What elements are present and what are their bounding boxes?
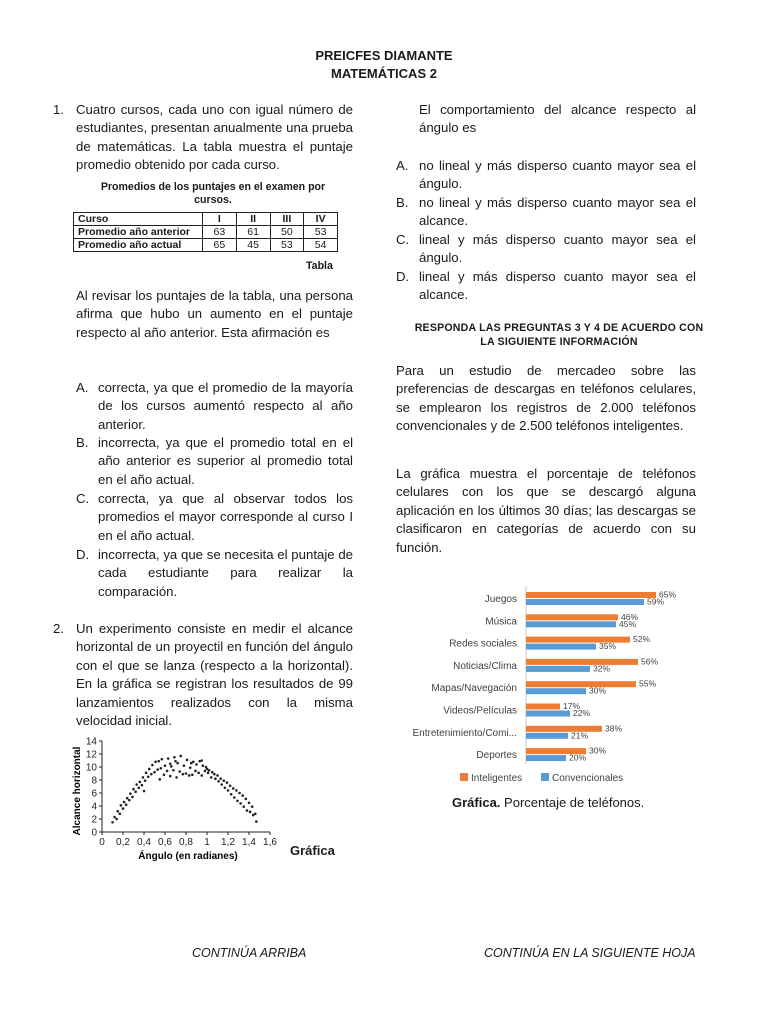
scatter-point	[190, 762, 193, 765]
scatter-points	[111, 755, 257, 824]
bar-inteligentes	[526, 592, 656, 598]
scatter-y-label: Alcance horizontal	[72, 746, 83, 836]
table-header-cell: I	[203, 213, 237, 226]
scatter-point	[169, 762, 172, 765]
bar-value-label: 32%	[593, 663, 611, 674]
scatter-point	[120, 804, 123, 807]
bar-value-label: 20%	[569, 752, 587, 763]
scatter-point	[242, 805, 245, 808]
x-tick-label: 1,4	[242, 837, 256, 848]
scatter-point	[164, 764, 167, 767]
table-header-cell: Curso	[74, 213, 203, 226]
scatter-point	[122, 807, 125, 810]
footer-right: CONTINÚA EN LA SIGUIENTE HOJA	[484, 946, 696, 960]
option-letter: D.	[76, 547, 90, 562]
option-text: correcta, ya que el promedio de la mayoría de los cursos aumentó respecto al año anterior.	[98, 380, 353, 432]
scatter-point	[235, 789, 238, 792]
scatter-point	[142, 776, 145, 779]
scatter-chart	[66, 735, 296, 865]
scatter-point	[229, 785, 232, 788]
scatter-point	[173, 756, 176, 759]
category-label: Juegos	[484, 594, 517, 605]
scatter-point	[241, 794, 244, 797]
scatter-point	[131, 796, 134, 799]
scatter-point	[134, 790, 137, 793]
scatter-point	[216, 774, 219, 777]
bar-categories	[413, 594, 518, 761]
option-letter: B.	[76, 435, 89, 450]
scatter-point	[132, 788, 135, 791]
bar-inteligentes	[526, 704, 560, 710]
bar-chart	[398, 584, 698, 789]
bar-convencionales	[526, 644, 596, 650]
scatter-point	[254, 813, 257, 816]
bar-value-label: 17%	[563, 701, 581, 711]
scatter-point	[223, 779, 226, 782]
bar-value-label: 65%	[659, 589, 677, 600]
bar-value-label: 30%	[589, 685, 607, 696]
category-label: Noticias/Clima	[453, 660, 517, 672]
scatter-point	[186, 759, 189, 762]
q2-option-a[interactable]	[396, 157, 696, 195]
table-cell: 50	[270, 226, 304, 239]
bar-inteligentes	[526, 614, 618, 620]
x-tick-label: 0,4	[137, 837, 151, 848]
option-text: correcta, ya que al observar todos los promedios el mayor corresponde al curso I en el año actual.	[98, 491, 353, 543]
q34-paragraph-1: Para un estudio de mercadeo sobre las preferencias de descargas en teléfonos celulares, se emplearon los registros de 2.000 teléfonos convencionales y de 2.500 teléfonos inteligentes.	[396, 363, 696, 434]
scatter-point	[238, 792, 241, 795]
category-label: Música	[485, 616, 517, 628]
y-tick-label: 8	[91, 775, 97, 787]
scatter-point	[211, 771, 214, 774]
option-letter: D.	[396, 269, 410, 284]
table-cell: 45	[236, 239, 270, 252]
scatter-point	[194, 770, 197, 773]
x-tick-label: 0	[99, 837, 105, 848]
category-label: Redes sociales	[449, 638, 517, 650]
q1-number: 1.	[53, 102, 64, 117]
scatter-point	[150, 773, 153, 776]
scatter-point	[137, 787, 140, 790]
scatter-point	[251, 805, 254, 808]
legend-swatch-inteligentes	[460, 773, 468, 781]
scatter-point	[147, 775, 150, 778]
scatter-point	[197, 772, 200, 775]
scatter-point	[236, 800, 239, 803]
option-text: no lineal y más disperso cuanto mayor sea el alcance.	[419, 195, 696, 229]
bar-value-label: 56%	[641, 656, 659, 667]
option-letter: B.	[396, 195, 409, 210]
scatter-point	[195, 763, 198, 766]
q34-instruction: RESPONDA LAS PREGUNTAS 3 Y 4 DE ACUERDO CON LA SIGUIENTE INFORMACIÓN	[414, 322, 704, 348]
q2-graph-caption: Gráfica	[290, 843, 335, 858]
page-title: PREICFES DIAMANTE	[315, 48, 453, 63]
bar-marks	[526, 590, 676, 763]
legend-label-inteligentes: Inteligentes	[471, 773, 523, 784]
scatter-point	[144, 779, 147, 782]
scatter-point	[170, 765, 173, 768]
scatter-point	[163, 774, 166, 777]
scatter-point	[172, 769, 175, 772]
category-label: Entretenimiento/Comi...	[412, 727, 517, 739]
x-tick-label: 0,8	[179, 837, 193, 848]
scatter-point	[175, 776, 178, 779]
scatter-point	[139, 781, 142, 784]
option-letter: A.	[396, 158, 409, 173]
scatter-point	[248, 801, 251, 804]
table-cell: 54	[304, 239, 338, 252]
x-tick-label: 1	[204, 837, 210, 848]
q1-option-a[interactable]	[76, 379, 353, 439]
scatter-point	[207, 772, 210, 775]
scatter-point	[126, 797, 129, 800]
scatter-axes	[86, 737, 278, 849]
bar-inteligentes	[526, 681, 636, 687]
table-header-cell: IV	[304, 213, 338, 226]
footer-left: CONTINÚA ARRIBA	[192, 946, 307, 960]
scatter-point	[154, 761, 157, 764]
q1-table	[73, 212, 338, 252]
scatter-point	[113, 816, 116, 819]
scatter-point	[128, 799, 131, 802]
table-row-label: Promedio año anterior	[74, 226, 203, 239]
q1-stem: Cuatro cursos, cada uno con igual número de estudiantes, presentan anualmente una prueba de matemáticas. La tabla muestra el puntaje promedio obtenido por cada curso.	[76, 102, 353, 173]
bar-inteligentes	[526, 659, 638, 665]
table-header-cell: III	[270, 213, 304, 226]
q1-option-c[interactable]	[76, 490, 353, 550]
table-header-cell: II	[236, 213, 270, 226]
option-letter: C.	[76, 491, 90, 506]
legend-label-convencionales: Convencionales	[552, 773, 624, 784]
bar-value-label: 21%	[571, 730, 589, 741]
table-row-label: Promedio año actual	[74, 239, 203, 252]
table-cell: 53	[304, 226, 338, 239]
scatter-point	[200, 759, 203, 762]
scatter-point	[141, 784, 144, 787]
table-row	[74, 226, 338, 239]
scatter-point	[213, 773, 216, 776]
scatter-point	[188, 774, 191, 777]
page-subtitle: MATEMÁTICAS 2	[331, 66, 437, 81]
bar-value-label: 52%	[633, 634, 651, 645]
scatter-point	[189, 766, 192, 769]
scatter-point	[245, 798, 248, 801]
legend-swatch-convencionales	[541, 773, 549, 781]
q2-number: 2.	[53, 621, 64, 636]
option-text: lineal y más disperso cuanto mayor sea el alcance.	[419, 269, 696, 303]
option-letter: C.	[396, 232, 410, 247]
q1-option-d[interactable]	[76, 546, 353, 606]
scatter-point	[157, 760, 160, 763]
bar-convencionales	[526, 666, 590, 672]
scatter-point	[119, 813, 122, 816]
scatter-point	[115, 818, 118, 821]
scatter-point	[174, 760, 177, 763]
bar-convencionales	[526, 688, 586, 694]
y-tick-label: 2	[91, 814, 97, 826]
option-text: incorrecta, ya que se necesita el puntaje de cada estudiante para realizar la comparación.	[98, 547, 353, 599]
scatter-point	[167, 757, 170, 760]
category-label: Videos/Películas	[443, 705, 517, 717]
scatter-point	[160, 767, 163, 770]
q2-option-c[interactable]	[396, 231, 696, 269]
q1-option-b[interactable]	[76, 434, 353, 494]
bar-convencionales	[526, 621, 616, 627]
x-tick-label: 1,2	[221, 837, 235, 848]
q1-table-title: Promedios de los puntajes en el examen por cursos.	[100, 181, 326, 206]
bar-value-label: 45%	[619, 618, 637, 629]
scatter-point	[178, 770, 181, 773]
option-letter: A.	[76, 380, 89, 395]
table-header-row	[74, 213, 338, 226]
bar-convencionales	[526, 733, 568, 739]
table-cell: 61	[236, 226, 270, 239]
scatter-point	[125, 803, 128, 806]
scatter-point	[214, 777, 217, 780]
scatter-point	[246, 809, 249, 812]
table-cell: 53	[270, 239, 304, 252]
x-tick-label: 0,6	[158, 837, 172, 848]
scatter-point	[202, 764, 205, 767]
table-cell: 63	[203, 226, 237, 239]
scatter-point	[191, 774, 194, 777]
scatter-point	[116, 810, 119, 813]
scatter-point	[224, 787, 227, 790]
q2-question: El comportamiento del alcance respecto al ángulo es	[419, 102, 696, 136]
scatter-point	[182, 773, 185, 776]
bar-convencionales	[526, 599, 644, 605]
bar-convencionales	[526, 755, 566, 761]
scatter-point	[210, 776, 213, 779]
bar-value-label: 59%	[647, 596, 665, 607]
category-label: Deportes	[476, 750, 517, 762]
table-row	[74, 239, 338, 252]
q34-paragraph-2: La gráfica muestra el porcentaje de teléfonos celulares con los que se descargó alguna aplicación en los últimos 30 días; las descargas se clasificaron en categorías de acuerdo con su función.	[396, 466, 696, 555]
caption-rest: Porcentaje de teléfonos.	[504, 795, 645, 810]
bar-value-label: 46%	[621, 611, 639, 622]
bar-value-label: 30%	[589, 745, 607, 756]
scatter-point	[200, 774, 203, 777]
scatter-point	[123, 801, 126, 804]
q1-question: Al revisar los puntajes de la tabla, una persona afirma que hubo un aumento en el puntaje respecto al año anterior. Esta afirmación es	[76, 288, 353, 340]
scatter-point	[227, 789, 230, 792]
scatter-point	[232, 787, 235, 790]
y-tick-label: 6	[91, 788, 97, 800]
bar-chart-caption	[452, 794, 644, 812]
option-text: incorrecta, ya que el promedio total en el año anterior es superior al promedio total en el año actual.	[98, 435, 353, 487]
scatter-point	[169, 775, 172, 778]
caption-bold: Gráfica.	[452, 795, 501, 810]
q2-stem: Un experimento consiste en medir el alcance horizontal de un proyectil en función del ángulo con el que se lanza (respecto a la horizontal). En la gráfica se registran los resultados de 99 lanzamientos realizados con la misma velocidad inicial.	[76, 621, 353, 729]
scatter-point	[158, 778, 161, 781]
table-cell: 65	[203, 239, 237, 252]
option-text: lineal y más disperso cuanto mayor sea el ángulo.	[419, 232, 696, 266]
q2-option-d[interactable]	[396, 268, 696, 306]
y-tick-label: 10	[85, 762, 97, 774]
scatter-point	[183, 764, 186, 767]
q2-option-b[interactable]	[396, 194, 696, 232]
scatter-point	[219, 777, 222, 780]
scatter-point	[153, 771, 156, 774]
scatter-point	[143, 790, 146, 793]
scatter-point	[156, 768, 159, 771]
y-tick-label: 14	[85, 736, 97, 748]
bar-value-label: 55%	[639, 678, 657, 689]
scatter-point	[185, 772, 188, 775]
y-tick-label: 12	[85, 749, 97, 761]
bar-value-label: 35%	[599, 641, 617, 652]
y-tick-label: 4	[91, 801, 97, 813]
scatter-point	[179, 755, 182, 758]
scatter-point	[255, 820, 258, 823]
scatter-point	[166, 770, 169, 773]
scatter-point	[176, 762, 179, 765]
scatter-point	[249, 811, 252, 814]
option-text: no lineal y más disperso cuanto mayor sea el ángulo.	[419, 158, 696, 192]
scatter-point	[226, 781, 229, 784]
y-tick-label: 0	[91, 827, 97, 839]
x-tick-label: 1,6	[263, 837, 277, 848]
scatter-point	[233, 796, 236, 799]
scatter-point	[145, 772, 148, 775]
q1-table-caption: Tabla	[306, 260, 333, 272]
scatter-point	[239, 802, 242, 805]
scatter-point	[111, 821, 114, 824]
scatter-point	[148, 768, 151, 771]
scatter-point	[220, 783, 223, 786]
bar-legend	[460, 773, 623, 784]
scatter-point	[206, 768, 209, 771]
scatter-point	[217, 780, 220, 783]
category-label: Mapas/Navegación	[431, 683, 517, 695]
scatter-point	[161, 758, 164, 761]
bar-inteligentes	[526, 726, 602, 732]
scatter-x-label: Ángulo (en radianes)	[138, 851, 238, 862]
scatter-point	[204, 770, 207, 773]
scatter-point	[151, 764, 154, 767]
scatter-point	[135, 783, 138, 786]
scatter-point	[230, 793, 233, 796]
bar-value-label: 22%	[573, 708, 591, 718]
bar-value-label: 38%	[605, 723, 623, 734]
x-tick-label: 0,2	[116, 837, 130, 848]
scatter-point	[129, 792, 132, 795]
bar-convencionales	[526, 711, 570, 717]
